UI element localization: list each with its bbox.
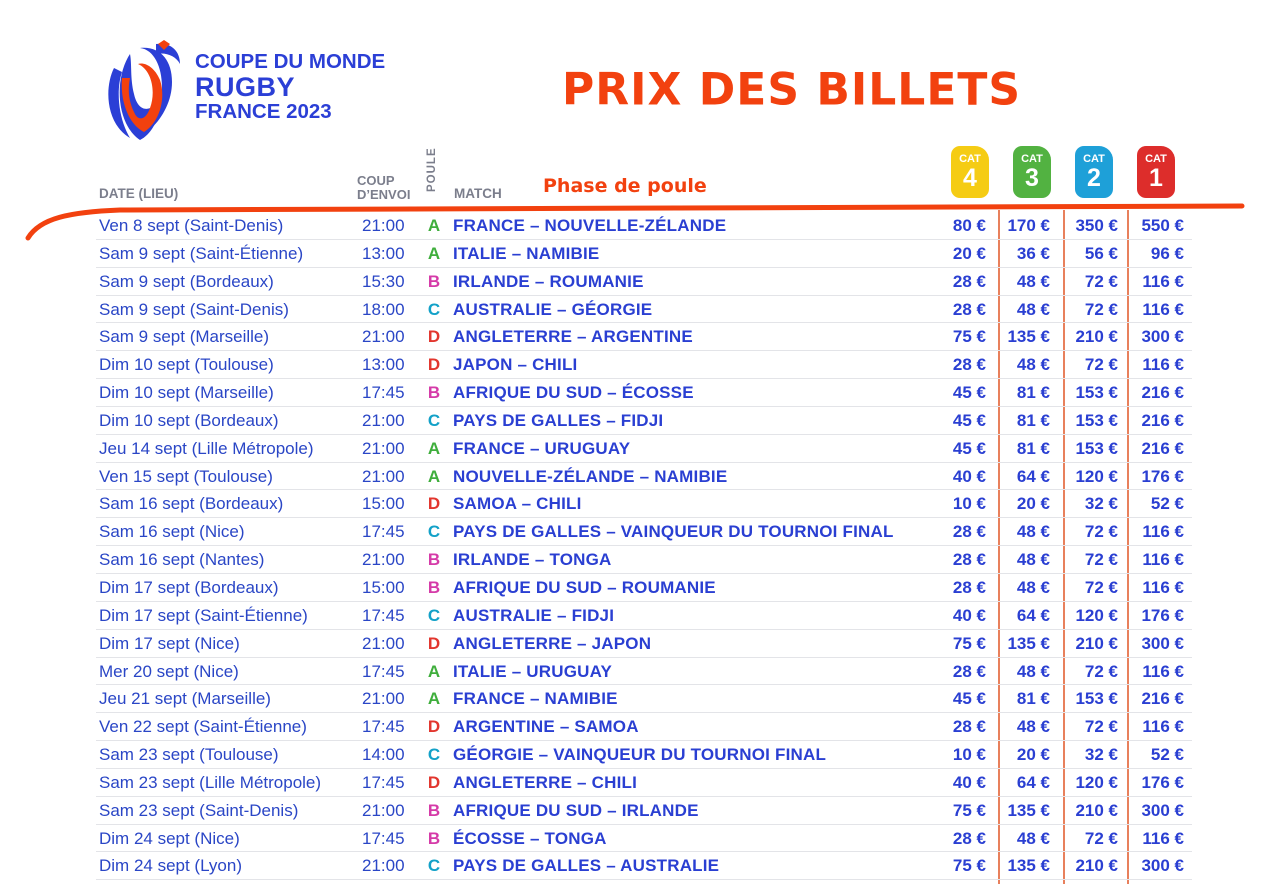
match-date: Sam 23 sept (Toulouse) bbox=[99, 745, 279, 765]
match-teams: AUSTRALIE – FIDJI bbox=[453, 605, 615, 625]
match-teams: IRLANDE – TONGA bbox=[453, 550, 612, 570]
price-cat-3: 20 € bbox=[1016, 494, 1050, 514]
table-row bbox=[96, 546, 1192, 574]
header-kickoff bbox=[357, 174, 410, 202]
price-cat-3: 64 € bbox=[1016, 772, 1050, 792]
match-date: Dim 10 sept (Toulouse) bbox=[99, 355, 274, 375]
price-cat-1: 176 € bbox=[1141, 466, 1184, 486]
pool-letter: C bbox=[427, 522, 441, 542]
kickoff-time: 17:45 bbox=[362, 717, 405, 737]
price-cat-2: 72 € bbox=[1084, 271, 1118, 291]
category-1-badge bbox=[1137, 146, 1175, 198]
category-4-label: CAT bbox=[959, 153, 981, 165]
kickoff-time: 17:45 bbox=[362, 383, 405, 403]
price-cat-4: 75 € bbox=[952, 800, 986, 820]
rugby-ball-logo-icon bbox=[100, 38, 186, 142]
price-cat-4: 10 € bbox=[952, 494, 986, 514]
header-match: MATCH bbox=[454, 186, 502, 201]
price-cat-1: 216 € bbox=[1141, 410, 1184, 430]
pool-letter: A bbox=[427, 689, 441, 709]
page-title: PRIX DES BILLETS bbox=[562, 63, 1022, 116]
price-cat-3: 64 € bbox=[1016, 466, 1050, 486]
price-cat-3: 20 € bbox=[1016, 745, 1050, 765]
price-cat-2: 72 € bbox=[1084, 717, 1118, 737]
match-date: Dim 10 sept (Bordeaux) bbox=[99, 410, 279, 430]
price-cat-3: 48 € bbox=[1016, 550, 1050, 570]
category-3-number: 3 bbox=[1025, 164, 1039, 192]
price-cat-1: 300 € bbox=[1141, 633, 1184, 653]
match-teams: PAYS DE GALLES – FIDJI bbox=[453, 410, 664, 430]
price-cat-2: 350 € bbox=[1075, 216, 1118, 235]
price-cat-1: 116 € bbox=[1142, 271, 1184, 291]
price-cat-4: 75 € bbox=[952, 633, 986, 653]
price-cat-3: 64 € bbox=[1016, 605, 1050, 625]
kickoff-time: 15:30 bbox=[362, 271, 405, 291]
match-date: Sam 23 sept (Lille Métropole) bbox=[99, 772, 322, 792]
category-3-label: CAT bbox=[1021, 153, 1043, 165]
match-teams: GÉORGIE – VAINQUEUR DU TOURNOI FINAL bbox=[453, 745, 827, 765]
price-cat-1: 176 € bbox=[1141, 605, 1184, 625]
price-cat-3: 135 € bbox=[1007, 633, 1050, 653]
price-cat-2: 120 € bbox=[1075, 605, 1118, 625]
pool-letter: B bbox=[427, 550, 441, 570]
pool-letter: B bbox=[427, 271, 441, 291]
price-cat-2: 56 € bbox=[1084, 243, 1118, 263]
price-cat-4: 40 € bbox=[952, 772, 986, 792]
price-cat-4: 28 € bbox=[952, 577, 986, 597]
match-teams: ANGLETERRE – CHILI bbox=[453, 772, 638, 792]
price-cat-1: 300 € bbox=[1141, 856, 1184, 876]
logo-wordmark bbox=[195, 52, 385, 122]
price-cat-2: 72 € bbox=[1084, 828, 1118, 848]
price-cat-1: 52 € bbox=[1150, 745, 1184, 765]
price-cat-4: 45 € bbox=[952, 689, 986, 709]
kickoff-time: 21:00 bbox=[362, 438, 405, 458]
match-date: Mer 20 sept (Nice) bbox=[99, 661, 239, 681]
match-date: Dim 17 sept (Nice) bbox=[99, 633, 240, 653]
price-cat-2: 120 € bbox=[1075, 772, 1118, 792]
price-cat-4: 40 € bbox=[952, 466, 986, 486]
match-date: Sam 9 sept (Saint-Étienne) bbox=[99, 243, 304, 263]
kickoff-time: 17:45 bbox=[362, 605, 405, 625]
price-cat-1: 300 € bbox=[1141, 800, 1184, 820]
match-teams: ITALIE – NAMIBIE bbox=[453, 243, 600, 263]
table-row bbox=[96, 268, 1192, 296]
kickoff-time: 13:00 bbox=[362, 243, 405, 263]
price-cat-4: 45 € bbox=[952, 410, 986, 430]
price-cat-2: 72 € bbox=[1084, 577, 1118, 597]
header-date: DATE (LIEU) bbox=[99, 186, 179, 201]
price-cat-4: 10 € bbox=[952, 745, 986, 765]
table-row bbox=[96, 240, 1192, 268]
kickoff-time: 18:00 bbox=[362, 299, 405, 319]
pool-letter: B bbox=[427, 828, 441, 848]
price-cat-1: 116 € bbox=[1142, 522, 1184, 542]
price-cat-3: 170 € bbox=[1007, 216, 1050, 235]
table-row bbox=[96, 435, 1192, 463]
price-cat-3: 135 € bbox=[1007, 856, 1050, 876]
price-cat-3: 36 € bbox=[1016, 243, 1050, 263]
kickoff-time: 13:00 bbox=[362, 355, 405, 375]
table-row bbox=[96, 713, 1192, 741]
price-cat-1: 96 € bbox=[1150, 243, 1184, 263]
match-date: Dim 24 sept (Nice) bbox=[99, 828, 240, 848]
pool-letter: B bbox=[427, 383, 441, 403]
match-date: Sam 9 sept (Saint-Denis) bbox=[99, 299, 289, 319]
match-teams: FRANCE – NOUVELLE-ZÉLANDE bbox=[453, 216, 727, 235]
price-cat-1: 216 € bbox=[1141, 383, 1184, 403]
price-cat-3: 48 € bbox=[1016, 522, 1050, 542]
price-cat-3: 48 € bbox=[1016, 828, 1050, 848]
price-cat-4: 75 € bbox=[952, 856, 986, 876]
kickoff-time: 15:00 bbox=[362, 577, 405, 597]
match-date: Sam 9 sept (Marseille) bbox=[99, 327, 270, 347]
header-pool: POULE bbox=[426, 147, 438, 192]
price-cat-2: 153 € bbox=[1075, 410, 1118, 430]
price-cat-4: 28 € bbox=[952, 271, 986, 291]
pool-letter: C bbox=[427, 299, 441, 319]
price-cat-3: 81 € bbox=[1016, 438, 1050, 458]
price-cat-4: 20 € bbox=[952, 243, 986, 263]
pool-letter: B bbox=[427, 577, 441, 597]
kickoff-time: 21:00 bbox=[362, 327, 405, 347]
match-date: Ven 15 sept (Toulouse) bbox=[99, 466, 273, 486]
price-cat-2: 32 € bbox=[1084, 494, 1118, 514]
kickoff-time: 21:00 bbox=[362, 466, 405, 486]
pool-letter: D bbox=[427, 494, 441, 514]
price-cat-2: 153 € bbox=[1075, 689, 1118, 709]
kickoff-time: 21:00 bbox=[362, 800, 405, 820]
price-cat-4: 28 € bbox=[952, 299, 986, 319]
price-cat-2: 72 € bbox=[1084, 550, 1118, 570]
match-date: Ven 22 sept (Saint-Étienne) bbox=[99, 717, 307, 737]
price-cat-2: 120 € bbox=[1075, 466, 1118, 486]
table-row bbox=[96, 463, 1192, 491]
category-1-number: 1 bbox=[1149, 164, 1163, 192]
price-cat-4: 45 € bbox=[952, 383, 986, 403]
price-cat-4: 40 € bbox=[952, 605, 986, 625]
match-date: Sam 23 sept (Saint-Denis) bbox=[99, 800, 299, 820]
price-cat-1: 300 € bbox=[1141, 327, 1184, 347]
price-cat-2: 210 € bbox=[1075, 800, 1118, 820]
price-cat-1: 116 € bbox=[1142, 828, 1184, 848]
table-row bbox=[96, 518, 1192, 546]
pool-letter: D bbox=[427, 355, 441, 375]
match-teams: FRANCE – NAMIBIE bbox=[453, 689, 618, 709]
price-cat-3: 48 € bbox=[1016, 355, 1050, 375]
match-teams: ÉCOSSE – TONGA bbox=[453, 828, 607, 848]
match-teams: PAYS DE GALLES – AUSTRALIE bbox=[453, 856, 720, 876]
pool-letter: A bbox=[427, 466, 441, 486]
price-cat-4: 45 € bbox=[952, 438, 986, 458]
match-teams: ANGLETERRE – JAPON bbox=[453, 633, 652, 653]
match-teams: IRLANDE – ROUMANIE bbox=[453, 271, 644, 291]
kickoff-time: 15:00 bbox=[362, 494, 405, 514]
price-cat-3: 135 € bbox=[1007, 800, 1050, 820]
price-cat-2: 72 € bbox=[1084, 522, 1118, 542]
price-cat-3: 135 € bbox=[1007, 327, 1050, 347]
table-row bbox=[96, 825, 1192, 853]
category-3-badge bbox=[1013, 146, 1051, 198]
match-teams: SAMOA – CHILI bbox=[453, 494, 582, 514]
table-row bbox=[96, 630, 1192, 658]
price-cat-2: 210 € bbox=[1075, 327, 1118, 347]
rwc-2023-logo bbox=[100, 38, 400, 148]
phase-label: Phase de poule bbox=[543, 175, 707, 197]
logo-line-1: COUPE DU MONDE bbox=[195, 50, 386, 73]
price-cat-1: 216 € bbox=[1141, 689, 1184, 709]
match-teams: ANGLETERRE – ARGENTINE bbox=[453, 327, 693, 347]
price-cat-2: 210 € bbox=[1075, 856, 1118, 876]
match-date: Dim 17 sept (Bordeaux) bbox=[99, 577, 279, 597]
table-row bbox=[96, 351, 1192, 379]
match-teams: AFRIQUE DU SUD – ROUMANIE bbox=[453, 577, 716, 597]
table-row bbox=[96, 379, 1192, 407]
category-2-number: 2 bbox=[1087, 164, 1101, 192]
pool-letter: A bbox=[427, 216, 441, 235]
price-cat-2: 72 € bbox=[1084, 299, 1118, 319]
table-row bbox=[96, 323, 1192, 351]
category-2-label: CAT bbox=[1083, 153, 1105, 165]
kickoff-time: 17:45 bbox=[362, 828, 405, 848]
table-row bbox=[96, 852, 1192, 880]
match-teams: FRANCE – URUGUAY bbox=[453, 438, 631, 458]
match-date: Sam 16 sept (Nantes) bbox=[99, 550, 265, 570]
pool-letter: D bbox=[427, 717, 441, 737]
ticket-price-table bbox=[0, 212, 1280, 880]
price-cat-1: 550 € bbox=[1141, 216, 1184, 235]
price-cat-2: 210 € bbox=[1075, 633, 1118, 653]
price-cat-1: 52 € bbox=[1150, 494, 1184, 514]
table-row bbox=[96, 296, 1192, 324]
price-cat-3: 48 € bbox=[1016, 299, 1050, 319]
kickoff-time: 21:00 bbox=[362, 689, 405, 709]
match-date: Dim 17 sept (Saint-Étienne) bbox=[99, 605, 308, 625]
match-teams: ARGENTINE – SAMOA bbox=[453, 717, 639, 737]
table-row bbox=[96, 574, 1192, 602]
match-teams: JAPON – CHILI bbox=[453, 355, 578, 375]
price-cat-4: 28 € bbox=[952, 828, 986, 848]
category-4-number: 4 bbox=[963, 164, 977, 192]
match-teams: ITALIE – URUGUAY bbox=[453, 661, 613, 681]
price-cat-3: 81 € bbox=[1016, 689, 1050, 709]
kickoff-time: 21:00 bbox=[362, 633, 405, 653]
price-cat-1: 176 € bbox=[1141, 772, 1184, 792]
kickoff-time: 21:00 bbox=[362, 856, 405, 876]
pool-letter: C bbox=[427, 856, 441, 876]
match-teams: AFRIQUE DU SUD – ÉCOSSE bbox=[453, 383, 694, 403]
price-cat-4: 28 € bbox=[952, 522, 986, 542]
pool-letter: C bbox=[427, 410, 441, 430]
kickoff-time: 21:00 bbox=[362, 410, 405, 430]
pool-letter: D bbox=[427, 327, 441, 347]
kickoff-time: 21:00 bbox=[362, 216, 405, 235]
table-row bbox=[96, 602, 1192, 630]
price-cat-1: 116 € bbox=[1142, 717, 1184, 737]
pool-letter: C bbox=[427, 605, 441, 625]
price-cat-2: 72 € bbox=[1084, 661, 1118, 681]
match-teams: AUSTRALIE – GÉORGIE bbox=[453, 299, 653, 319]
match-date: Sam 16 sept (Bordeaux) bbox=[99, 494, 284, 514]
match-date: Ven 8 sept (Saint-Denis) bbox=[99, 216, 284, 235]
kickoff-time: 17:45 bbox=[362, 772, 405, 792]
header-kickoff-line1: COUP bbox=[357, 173, 395, 188]
price-cat-1: 116 € bbox=[1142, 661, 1184, 681]
price-cat-1: 216 € bbox=[1141, 438, 1184, 458]
price-cat-1: 116 € bbox=[1142, 550, 1184, 570]
match-date: Sam 9 sept (Bordeaux) bbox=[99, 271, 274, 291]
match-teams: NOUVELLE-ZÉLANDE – NAMIBIE bbox=[453, 466, 728, 486]
logo-line-3: FRANCE 2023 bbox=[195, 99, 332, 123]
price-cat-4: 75 € bbox=[952, 327, 986, 347]
price-cat-1: 116 € bbox=[1142, 577, 1184, 597]
pool-letter: C bbox=[427, 745, 441, 765]
pool-letter: D bbox=[427, 633, 441, 653]
pool-letter: A bbox=[427, 438, 441, 458]
table-row bbox=[96, 407, 1192, 435]
table-row bbox=[96, 490, 1192, 518]
table-row bbox=[96, 741, 1192, 769]
kickoff-time: 17:45 bbox=[362, 522, 405, 542]
pool-letter: A bbox=[427, 243, 441, 263]
price-cat-3: 81 € bbox=[1016, 383, 1050, 403]
table-row bbox=[96, 685, 1192, 713]
price-cat-4: 28 € bbox=[952, 550, 986, 570]
match-date: Dim 10 sept (Marseille) bbox=[99, 383, 274, 403]
match-date: Dim 24 sept (Lyon) bbox=[99, 856, 242, 876]
category-1-label: CAT bbox=[1145, 153, 1167, 165]
price-cat-4: 28 € bbox=[952, 717, 986, 737]
price-cat-3: 81 € bbox=[1016, 410, 1050, 430]
price-cat-2: 153 € bbox=[1075, 383, 1118, 403]
pool-letter: A bbox=[427, 661, 441, 681]
logo-line-2: RUGBY bbox=[195, 71, 296, 102]
price-cat-2: 32 € bbox=[1084, 745, 1118, 765]
price-cat-2: 153 € bbox=[1075, 438, 1118, 458]
match-teams: AFRIQUE DU SUD – IRLANDE bbox=[453, 800, 699, 820]
price-cat-4: 28 € bbox=[952, 355, 986, 375]
price-cat-3: 48 € bbox=[1016, 717, 1050, 737]
kickoff-time: 21:00 bbox=[362, 550, 405, 570]
table-row bbox=[96, 769, 1192, 797]
kickoff-time: 17:45 bbox=[362, 661, 405, 681]
pool-letter: B bbox=[427, 800, 441, 820]
match-date: Jeu 21 sept (Marseille) bbox=[99, 689, 271, 709]
header-kickoff-line2: D’ENVOI bbox=[357, 187, 411, 202]
price-cat-3: 48 € bbox=[1016, 271, 1050, 291]
match-teams: PAYS DE GALLES – VAINQUEUR DU TOURNOI FINAL bbox=[453, 522, 894, 542]
match-date: Jeu 14 sept (Lille Métropole) bbox=[99, 438, 314, 458]
price-cat-1: 116 € bbox=[1142, 355, 1184, 375]
price-cat-2: 72 € bbox=[1084, 355, 1118, 375]
price-cat-4: 28 € bbox=[952, 661, 986, 681]
table-row bbox=[96, 797, 1192, 825]
price-cat-4: 80 € bbox=[952, 216, 986, 235]
match-date: Sam 16 sept (Nice) bbox=[99, 522, 245, 542]
table-row bbox=[96, 212, 1192, 240]
price-cat-1: 116 € bbox=[1142, 299, 1184, 319]
pool-letter: D bbox=[427, 772, 441, 792]
price-cat-3: 48 € bbox=[1016, 661, 1050, 681]
category-4-badge bbox=[951, 146, 989, 198]
price-cat-3: 48 € bbox=[1016, 577, 1050, 597]
category-2-badge bbox=[1075, 146, 1113, 198]
kickoff-time: 14:00 bbox=[362, 745, 405, 765]
table-row bbox=[96, 658, 1192, 686]
